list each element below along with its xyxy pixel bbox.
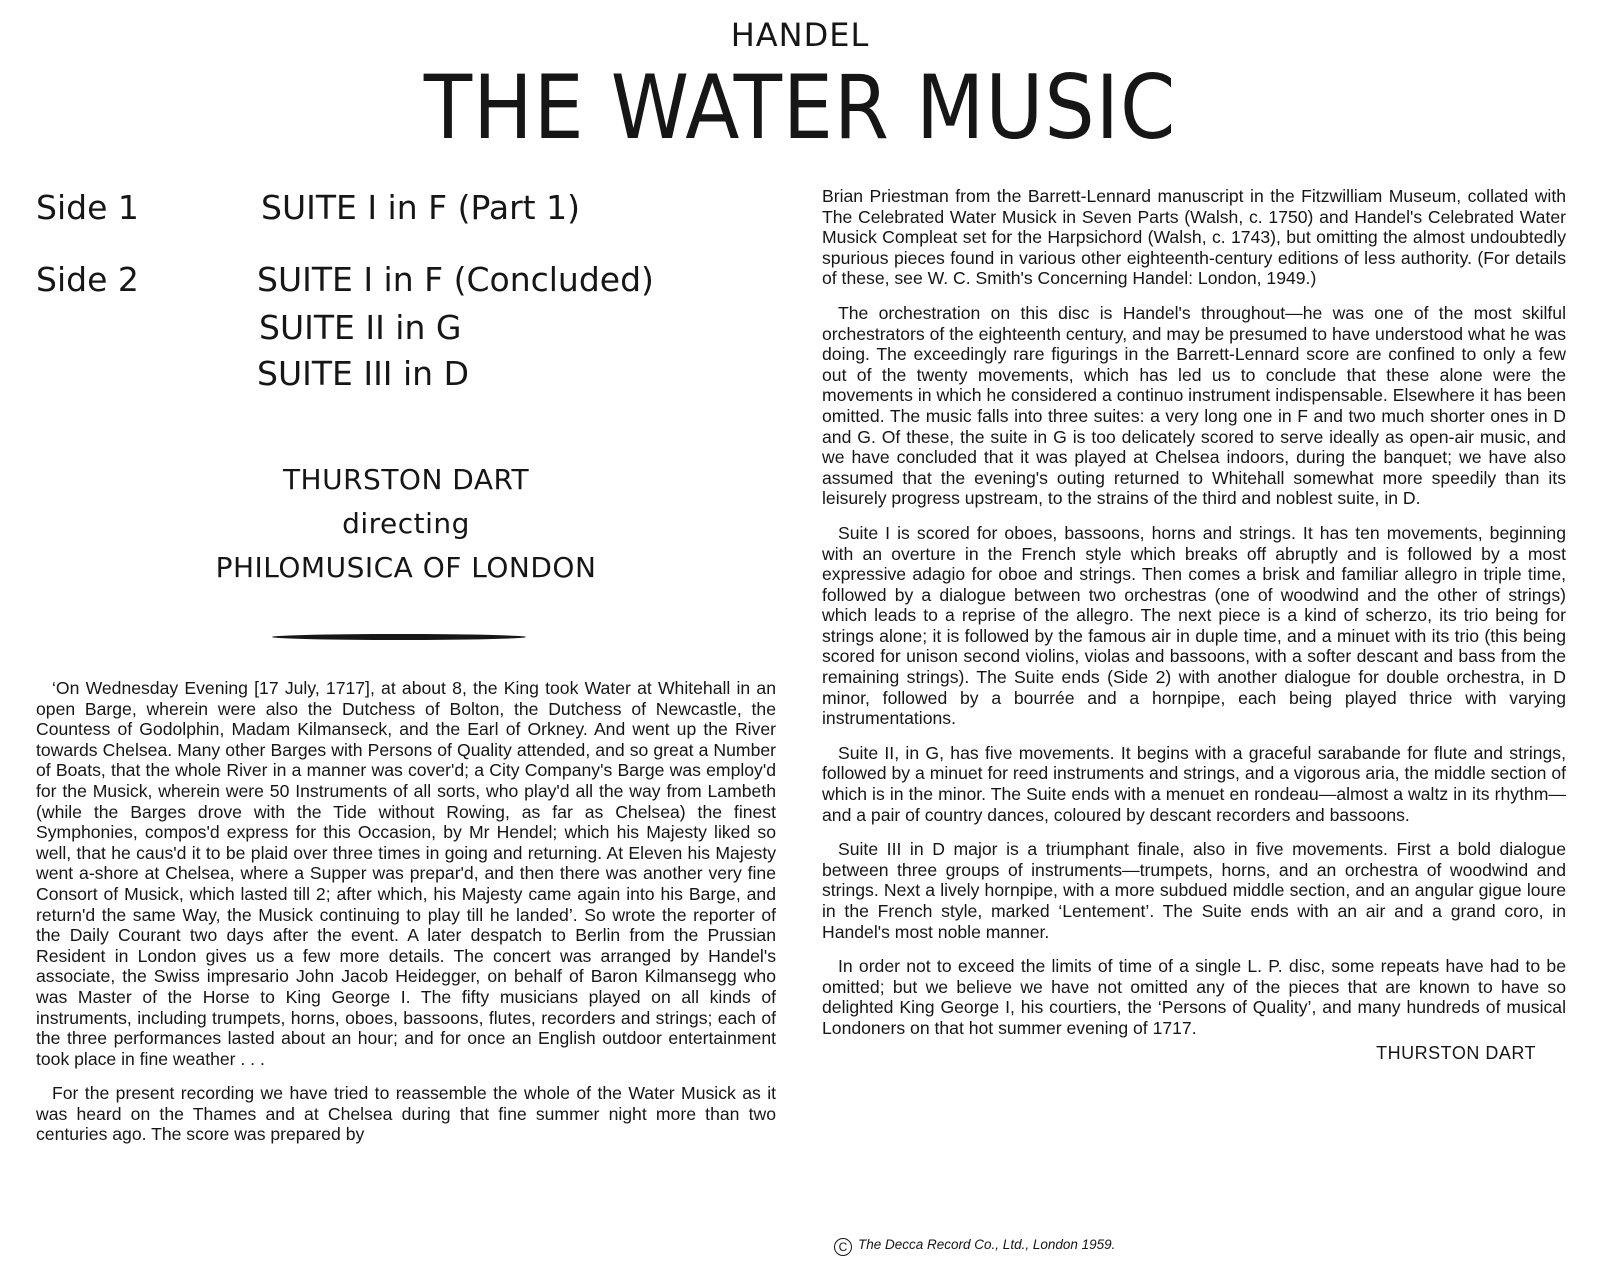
ensemble-name: PHILOMUSICA OF LONDON [215, 551, 597, 584]
track-listing [36, 188, 776, 428]
side-1-label: Side 1 [36, 188, 139, 227]
conductor-name: THURSTON DART [282, 463, 530, 496]
paragraph-suite-3: Suite III in D major is a triumphant finale, also in five movements. First a bold dialogue between three groups of instruments—trumpets, horns, and an orchestra of woodwind and strings. Next a lively hornpipe, with a more subdued middle section, and an angular gigue loure in the French style, marked ‘Lentement’. The Suite ends with an air and a grand coro, in Handel's most noble manner. [822, 839, 1566, 942]
side-2-label: Side 2 [36, 260, 139, 299]
left-body-text [36, 678, 776, 1145]
copyright-notice [834, 1237, 1115, 1256]
right-column [822, 186, 1566, 1064]
paragraph-daily-courant: ‘On Wednesday Evening [17 July, 1717], at about 8, the King took Water at Whitehall in an open Barge, wherein were also the Dutchess of Bolton, the Dutchess of Newcastle, the Countess of Godolphin, Madam Kilmanseck, and the Earl of Orkney. And went up the River towards Chelsea. Many other Barges with Persons of Quality attended, and so great a Number of Boats, that the whole River in a manner was cover'd; a City Company's Barge was employ'd for the Musick, wherein were 50 Instruments of all sorts, who play'd all the way from Lambeth (while the Barges drove with the Tide without Rowing, as far as Chelsea) the finest Symphonies, compos'd express for this Occasion, by Mr Hendel; which his Majesty liked so well, that he caus'd it to be plaid over three times in going and returning. At Eleven his Majesty went a-shore at Chelsea, where a Supper was prepar'd, and then there was another very fine Consort of Musick, which lasted till 2; after which, his Majesty came again into his Barge, and return'd the same Way, the Musick continuing to play till he landed’. So wrote the reporter of the Daily Courant two days after the event. A later despatch to Berlin from the Prussian Resident in London gives us a few more details. The concert was arranged by Handel's associate, the Swiss impresario John Jacob Heidegger, on behalf of Baron Kilmansegg who was Master of the Horse to King George I. The fifty musicians played on all kinds of instruments, including trumpets, horns, oboes, bassoons, flutes, recorders and strings; each of the three performances lasted about an hour; and for once an English outdoor entertainment took place in fine weather . . . [36, 678, 776, 1069]
paragraph-repeats: In order not to exceed the limits of time of a single L. P. disc, some repeats have had to be omitted; but we believe we have not omitted any of the pieces that are known to have so delighted King George I, his courtiers, the ‘Persons of Quality’, and many hundreds of musical Londoners on that hot summer evening of 1717. [822, 956, 1566, 1038]
side-2-suite-3: SUITE III in D [257, 354, 470, 393]
paragraph-suite-2: Suite II, in G, has five movements. It begins with a graceful sarabande for flute and strings, followed by a minuet for reed instruments and strings, and a vigorous aria, the middle section of which is in the minor. The Suite ends with a menuet en rondeau—almost a waltz in its rhythm—and a pair of country dances, coloured by descant recorders and bassoons. [822, 742, 1566, 825]
side-2-suite-1: SUITE I in F (Concluded) [257, 260, 654, 299]
performer-credits [36, 458, 776, 590]
author-signature: THURSTON DART [1376, 1042, 1536, 1063]
paragraph-sources: Brian Priestman from the Barrett-Lennard manuscript in the Fitzwilliam Museum, collated with The Celebrated Water Musick in Seven Parts (Walsh, c. 1750) and Handel's Celebrated Water Musick Compleat set for the Harpsichord (Walsh, c. 1743), but omitting the almost undoubtedly spurious pieces found in various other eighteenth-century editions of less authority. (For details of these, see W. C. Smith's Concerning Handel: London, 1949.) [822, 186, 1566, 289]
copyright-text: The Decca Record Co., Ltd., London 1959. [858, 1237, 1116, 1252]
paragraph-suite-1: Suite I is scored for oboes, bassoons, horns and strings. It has ten movements, beginning with an overture in the French style which breaks off abruptly and is followed by a most expressive adagio for oboe and strings. Then comes a brisk and familiar allegro in triple time, followed by a dialogue between two orchestras (one of woodwind and the other of strings) which leads to a reprise of the allegro. The next piece is a kind of scherzo, its trio being for strings alone; it is followed by the famous air in duple time, and a minuet with its trio (this being scored for unison second violins, violas and bassoons, with a softer descant and bass from the remaining strings). The Suite ends (Side 2) with another dialogue for double orchestra, in D minor, followed by a bourrée and a hornpipe, each being played thrice with varying instrumentations. [822, 522, 1566, 729]
decorative-divider [272, 634, 526, 640]
side-1-suite: SUITE I in F (Part 1) [261, 188, 580, 227]
copyright-icon: C [834, 1238, 852, 1256]
paragraph-orchestration: The orchestration on this disc is Handel's throughout—he was one of the most skilful orchestrators of the eighteenth century, and may be presumed to have understood what he was doing. The exceedingly rare figurings in the Barrett-Lennard score are confined to only a few out of the twenty movements, which has led us to conclude that these alone were the movements in which he considered a continuo instrument indispensable. Elsewhere it has been omitted. The music falls into three suites: a very long one in F and two much shorter ones in D and G. Of these, the suite in G is too delicately scored to serve ideally as open-air music, and we have concluded that it was played at Chelsea indoors, during the banquet; we have also assumed that the evening's outing returned to Whitehall somewhat more speedily than its leisurely progress upstream, to the strains of the third and noblest suite, in D. [822, 302, 1566, 509]
side-2-suite-2: SUITE II in G [259, 308, 462, 347]
composer-name: HANDEL [730, 16, 870, 54]
paragraph-recording-intro: For the present recording we have tried to reassemble the whole of the Water Musick as it was heard on the Thames and at Chelsea during that fine summer night more than two centuries ago. The score was prepared by [36, 1083, 776, 1145]
left-column [36, 188, 776, 1145]
album-title: THE WATER MUSIC [423, 56, 1177, 159]
credit-role: directing [342, 507, 470, 540]
